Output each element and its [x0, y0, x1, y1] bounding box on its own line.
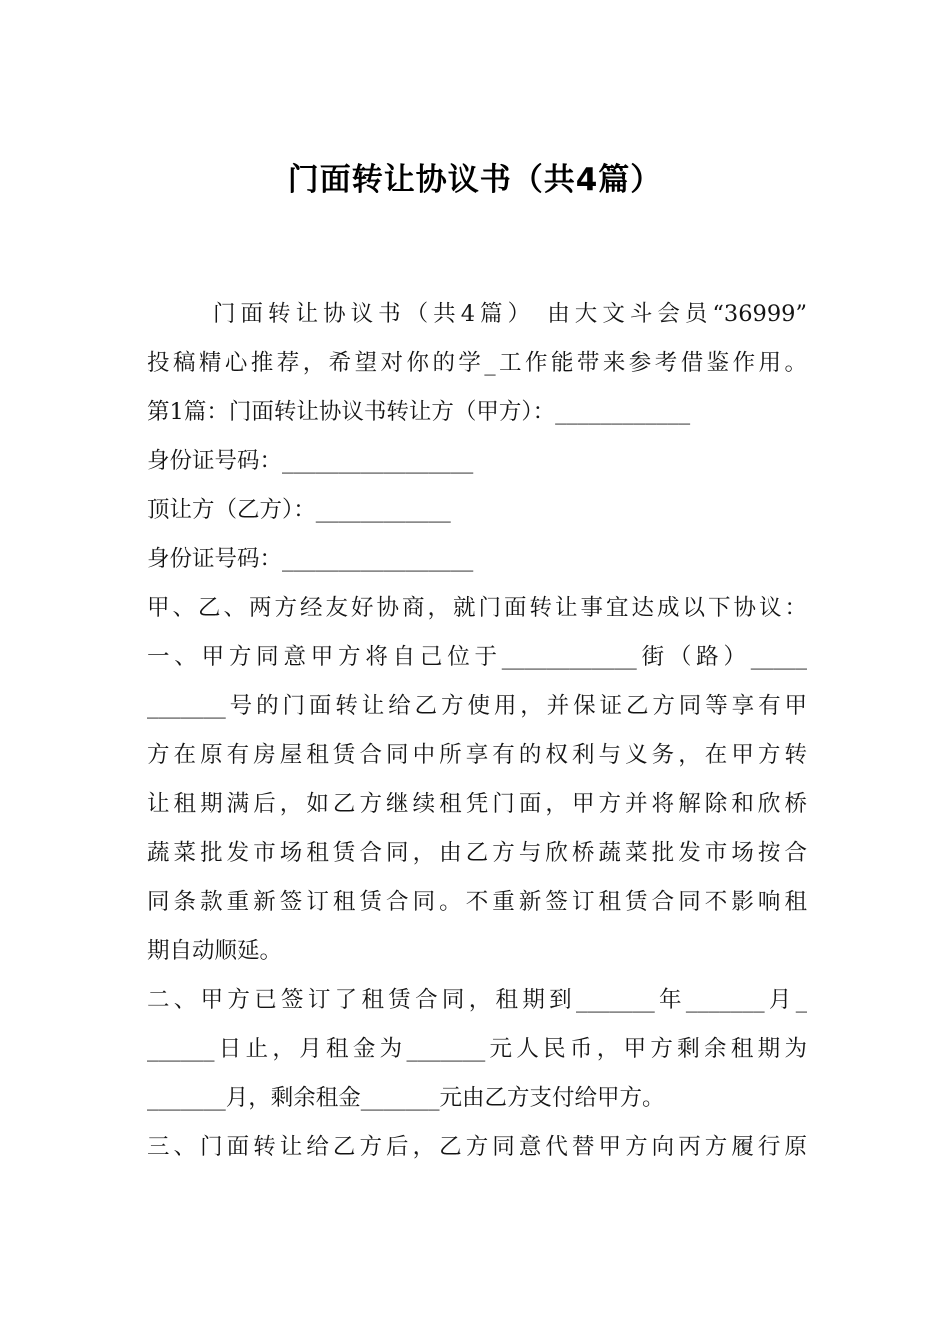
clause-1-line: 蔬菜批发市场租赁合同，由乙方与欣桥蔬菜批发市场按合: [147, 840, 807, 866]
agreement-intro: 甲、乙、两方经友好协商，就门面转让事宜达成以下协议：: [147, 595, 807, 621]
document-title: 门面转让协议书（共4篇）: [287, 162, 663, 198]
clause-3-line: 三、门面转让给乙方后，乙方同意代替甲方向丙方履行原: [147, 1134, 807, 1160]
clause-1-line: 让租期满后，如乙方继续租凭门面，甲方并将解除和欣桥: [147, 791, 807, 817]
intro-line: 门面转让协议书（共4篇） 由大文斗会员“36999”: [213, 301, 807, 327]
transferee-field: 顶让方（乙方）：____________: [147, 497, 451, 523]
id-number-field: 身份证号码：_________________: [147, 448, 474, 474]
clause-2-line: 二、甲方已签订了租赁合同，租期到_______年_______月_: [147, 987, 807, 1013]
clause-1-line: 方在原有房屋租赁合同中所享有的权利与义务，在甲方转: [147, 742, 807, 768]
clause-1-line: 一、甲方同意甲方将自己位于____________街（路）_____: [147, 644, 807, 670]
clause-1-line: _______号的门面转让给乙方使用，并保证乙方同等享有甲: [147, 693, 807, 719]
transferor-field: 第1篇：门面转让协议书转让方（甲方）：____________: [147, 399, 691, 425]
clause-2-line: _______月，剩余租金_______元由乙方支付给甲方。: [147, 1085, 665, 1111]
document-body: [147, 290, 807, 1172]
id-number-field: 身份证号码：_________________: [147, 546, 474, 572]
clause-1-line: 同条款重新签订租赁合同。不重新签订租赁合同不影响租: [147, 889, 807, 915]
clause-1-line: 期自动顺延。: [147, 938, 283, 964]
intro-line: 投稿精心推荐，希望对你的学_工作能带来参考借鉴作用。: [147, 350, 807, 376]
clause-2-line: ______日止，月租金为_______元人民币，甲方剩余租期为: [147, 1036, 807, 1062]
